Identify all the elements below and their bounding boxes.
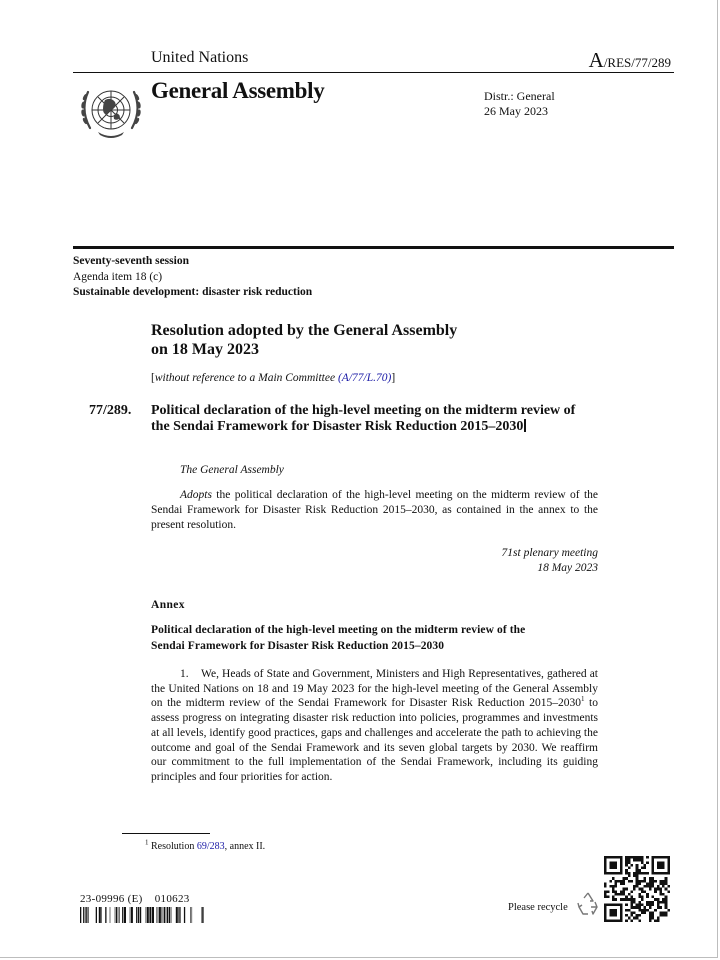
un-emblem-icon — [78, 80, 144, 140]
recycle-icon — [575, 890, 601, 916]
symbol-rest: /RES/77/289 — [603, 55, 671, 70]
general-assembly-label: The General Assembly — [180, 464, 284, 476]
footnote-text-before: Resolution — [148, 841, 197, 852]
session-block — [73, 254, 312, 301]
resolution-subject-text: Political declaration of the high-level meeting on the midterm review of the Sendai Framework for Disaster Risk Reduction 2015–2030 — [151, 403, 576, 434]
symbol-prefix: A — [588, 48, 604, 72]
operative-paragraph — [151, 488, 598, 533]
adopts-text: the political declaration of the high-level meeting on the midterm review of the Sendai Framework for Disaster Risk Reduction 2015–2030, as contained in the annex to the present resolution. — [151, 489, 598, 531]
resolution-heading-line2: on 18 May 2023 — [151, 341, 259, 358]
footnote — [145, 838, 266, 852]
organization-name: United Nations — [151, 49, 249, 66]
ref-text: without reference to a Main Committee — [154, 372, 338, 384]
footnote-rule — [122, 833, 210, 834]
meeting-name: 71st plenary meeting — [501, 547, 598, 559]
agenda-subject: Sustainable development: disaster risk reduction — [73, 286, 313, 298]
document-symbol — [589, 48, 671, 73]
meeting-date: 18 May 2023 — [537, 562, 598, 574]
para1-text-after: to assess progress on integrating disaster risk reduction into policies, programmes and investments at all levels, identify good practices, gaps and challenges and accelerate the path to achieving the outcome and goal of the Sendai Framework and its seven global targets by 2030. We reaffirm our commitment to the full implementation of the Sendai Framework, including its guiding principles and four priorities for action. — [151, 697, 598, 783]
text-cursor — [524, 419, 526, 432]
ref-close: ] — [391, 372, 396, 384]
annex-paragraph-1 — [151, 667, 598, 785]
distribution-label: Distr.: General — [484, 89, 555, 103]
session-name: Seventy-seventh session — [73, 255, 189, 267]
adopts-word: Adopts — [180, 489, 212, 501]
body-title: General Assembly — [151, 78, 325, 103]
para1-text-before: 1. We, Heads of State and Government, Ministers and High Representatives, gathered at the United Nations on 18 and 19 May 2023 for the high-level meeting of the General Assembly on the midterm review of the Sendai Framework for Disaster Risk Reduction 2015–2030 — [151, 668, 598, 710]
recycle-text: Please recycle — [508, 902, 568, 913]
agenda-item: Agenda item 18 (c) — [73, 270, 163, 283]
qr-code-icon — [604, 856, 670, 922]
header-rule — [73, 72, 674, 73]
barcode-icon — [80, 907, 204, 923]
ref-open: [ — [151, 372, 155, 384]
footnote-mark: 1 — [145, 838, 149, 847]
annex-title-line1: Political declaration of the high-level meeting on the midterm review of the — [151, 624, 526, 636]
committee-reference — [151, 372, 395, 384]
annex-label: Annex — [151, 599, 185, 611]
session-rule — [73, 246, 674, 249]
resolution-subject — [151, 403, 591, 435]
job-number: 23-09996 (E) 010623 — [80, 893, 190, 905]
meeting-info — [398, 546, 598, 576]
footnote-link[interactable]: 69/283 — [196, 841, 225, 852]
resolution-heading-line1: Resolution adopted by the General Assembly — [151, 322, 458, 339]
annex-title-line2: Sendai Framework for Disaster Risk Reduction 2015–2030 — [151, 640, 445, 652]
footnote-text-after: , annex II. — [224, 841, 266, 852]
resolution-number: 77/289. — [89, 403, 132, 418]
ref-link[interactable]: (A/77/L.70) — [337, 372, 392, 384]
distribution-block — [484, 89, 555, 119]
resolution-heading — [151, 321, 457, 359]
footnote-reference[interactable]: 1 — [580, 695, 585, 704]
annex-title — [151, 622, 598, 654]
distribution-date: 26 May 2023 — [484, 104, 548, 118]
